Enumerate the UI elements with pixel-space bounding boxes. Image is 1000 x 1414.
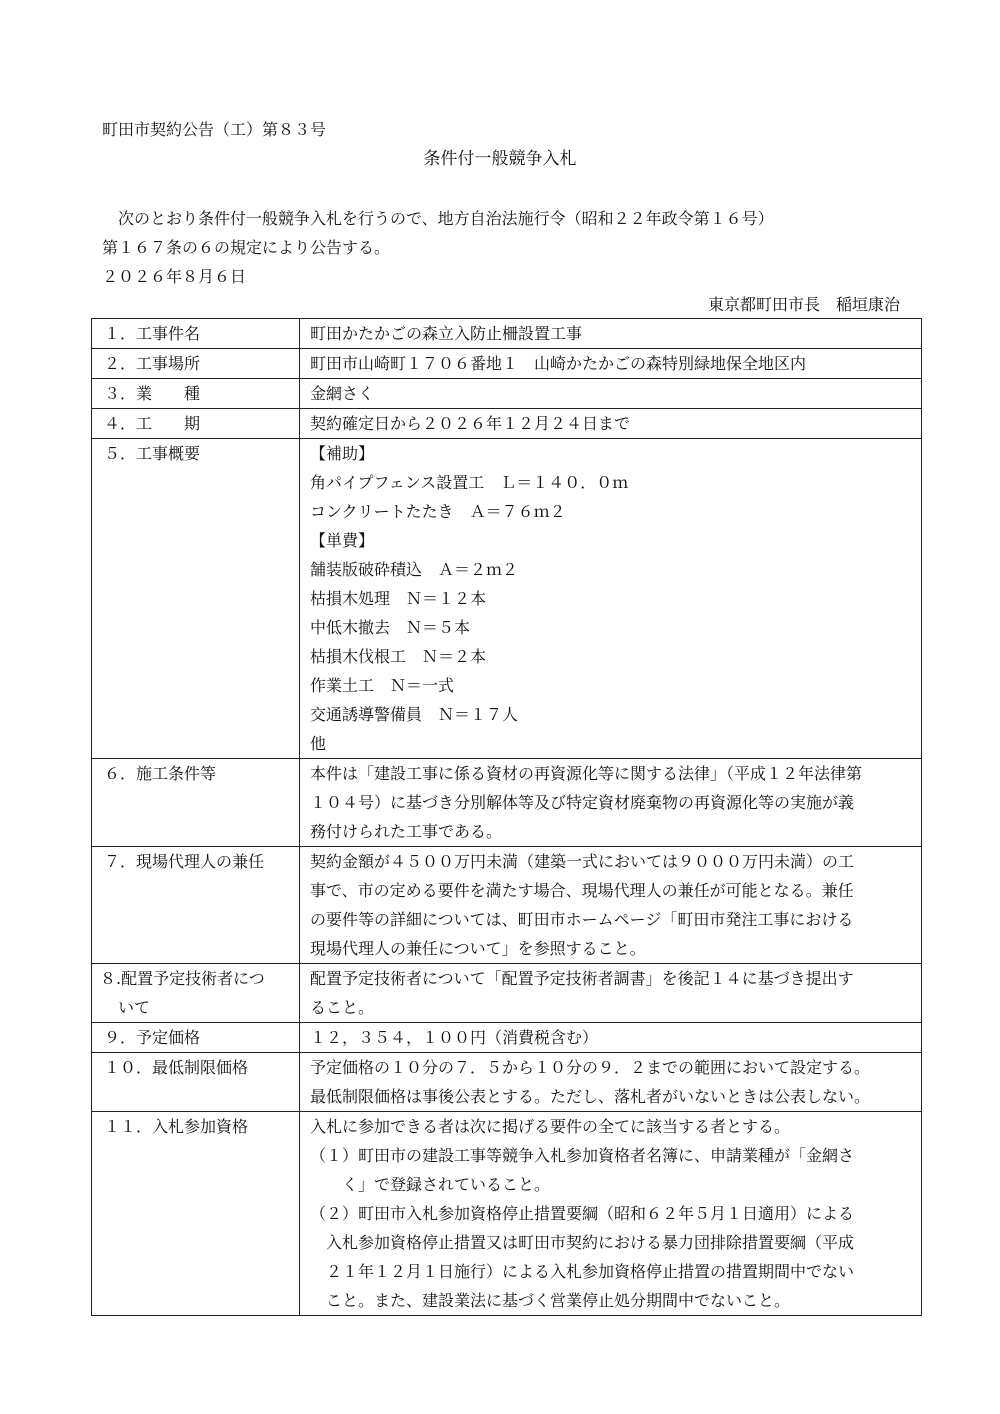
notice-table (91, 318, 922, 1316)
table-row (92, 964, 922, 1023)
content-line: コンクリートたたき Ａ＝７６ｍ２ (310, 502, 566, 521)
content-line: 作業土工 Ｎ＝一式 (310, 676, 455, 695)
table-row (92, 409, 922, 439)
table-row (92, 847, 922, 964)
table-row (92, 319, 922, 349)
content-line: 金網さく (310, 384, 375, 403)
content-line: 町田市山崎町１７０６番地１ 山崎かたかごの森特別緑地保全地区内 (310, 354, 807, 373)
notice-number: 町田市契約公告（工）第８３号 (102, 120, 327, 139)
row-content (300, 439, 922, 759)
row-content (300, 409, 922, 439)
table-row (92, 349, 922, 379)
table-row (92, 1112, 922, 1316)
intro-line-2: 第１６７条の６の規定により公告する。 (102, 238, 391, 257)
row-content (300, 759, 922, 847)
row-label: １１．入札参加資格 (92, 1112, 300, 1316)
content-line: 枯損木処理 Ｎ＝１２本 (310, 589, 487, 608)
content-line: 町田かたかごの森立入防止柵設置工事 (310, 324, 583, 343)
row-label (92, 964, 300, 1023)
table-row (92, 759, 922, 847)
content-line: 配置予定技術者について「配置予定技術者調書」を後記１４に基づき提出す (310, 969, 854, 988)
row-label: ２．工事場所 (92, 349, 300, 379)
content-line: 枯損木伐根工 Ｎ＝２本 (310, 647, 487, 666)
row-content (300, 847, 922, 964)
content-line: ２１年１２月１日施行）による入札参加資格停止措置の措置期間中でない (326, 1262, 855, 1281)
content-line: 角パイプフェンス設置工 Ｌ＝１４０．０ｍ (310, 473, 629, 492)
content-line: 交通誘導警備員 Ｎ＝１７人 (310, 705, 519, 724)
row-content (300, 319, 922, 349)
content-line: 事で、市の定める要件を満たす場合、現場代理人の兼任が可能となる。兼任 (310, 881, 854, 900)
notice-date: ２０２６年８月６日 (102, 267, 247, 286)
content-line: 予定価格の１０分の７．５から１０分の９．２までの範囲において設定する。 (310, 1058, 871, 1077)
row-label: ３．業 種 (92, 379, 300, 409)
row-label: ５．工事概要 (92, 439, 300, 759)
row-label-line: ８.配置予定技術者につ (100, 969, 265, 988)
table-row (92, 1023, 922, 1053)
row-label-line: いて (118, 998, 151, 1017)
row-label: １．工事件名 (92, 319, 300, 349)
content-line: 他 (310, 734, 327, 753)
intro-text (102, 204, 922, 291)
content-line: 契約金額が４５００万円未満（建築一式においては９０００万円未満）の工 (310, 852, 855, 871)
content-line: （２）町田市入札参加資格停止措置要綱（昭和６２年５月１日適用）による (310, 1204, 855, 1223)
signatory: 東京都町田市長 稲垣康治 (707, 295, 900, 314)
intro-line-1: 次のとおり条件付一般競争入札を行うので、地方自治法施行令（昭和２２年政令第１６号） (118, 209, 774, 228)
content-line: 現場代理人の兼任について」を参照すること。 (310, 939, 646, 958)
content-line: 舗装版破砕積込 Ａ＝２ｍ２ (310, 560, 519, 579)
content-line: 本件は「建設工事に係る資材の再資源化等に関する法律」（平成１２年法律第 (310, 764, 863, 783)
content-line: 入札に参加できる者は次に掲げる要件の全てに該当する者とする。 (310, 1117, 791, 1136)
row-label: １０．最低制限価格 (92, 1053, 300, 1112)
row-content (300, 1023, 922, 1053)
content-line: 契約確定日から２０２６年１２月２４日まで (310, 414, 631, 433)
row-label: ９．予定価格 (92, 1023, 300, 1053)
row-content (300, 349, 922, 379)
table-row (92, 379, 922, 409)
row-label: ６．施工条件等 (92, 759, 300, 847)
content-line: 【単費】 (310, 531, 375, 550)
row-content (300, 1112, 922, 1316)
content-line: こと。また、建設業法に基づく営業停止処分期間中でないこと。 (326, 1291, 791, 1310)
content-line: １２，３５４，１００円（消費税含む） (310, 1028, 599, 1047)
table-row (92, 439, 922, 759)
content-line: 入札参加資格停止措置又は町田市契約における暴力団排除措置要綱（平成 (326, 1233, 855, 1252)
row-label: ４．工 期 (92, 409, 300, 439)
content-line: （１）町田市の建設工事等競争入札参加資格者名簿に、申請業種が「金網さ (310, 1146, 855, 1165)
row-content (300, 1053, 922, 1112)
content-line: く」で登録されていること。 (342, 1175, 551, 1194)
content-line: ること。 (310, 998, 375, 1017)
row-label: ７．現場代理人の兼任 (92, 847, 300, 964)
row-content (300, 964, 922, 1023)
content-line: 務付けられた工事である。 (310, 822, 503, 841)
content-line: 【補助】 (310, 444, 375, 463)
table-row (92, 1053, 922, 1112)
document-title: 条件付一般競争入札 (423, 149, 577, 169)
content-line: 最低制限価格は事後公表とする。ただし、落札者がいないときは公表しない。 (310, 1087, 871, 1106)
row-content (300, 379, 922, 409)
content-line: の要件等の詳細については、町田市ホームページ「町田市発注工事における (310, 910, 854, 929)
content-line: 中低木撤去 Ｎ＝５本 (310, 618, 471, 637)
content-line: １０４号）に基づき分別解体等及び特定資材廃棄物の再資源化等の実施が義 (310, 793, 855, 812)
